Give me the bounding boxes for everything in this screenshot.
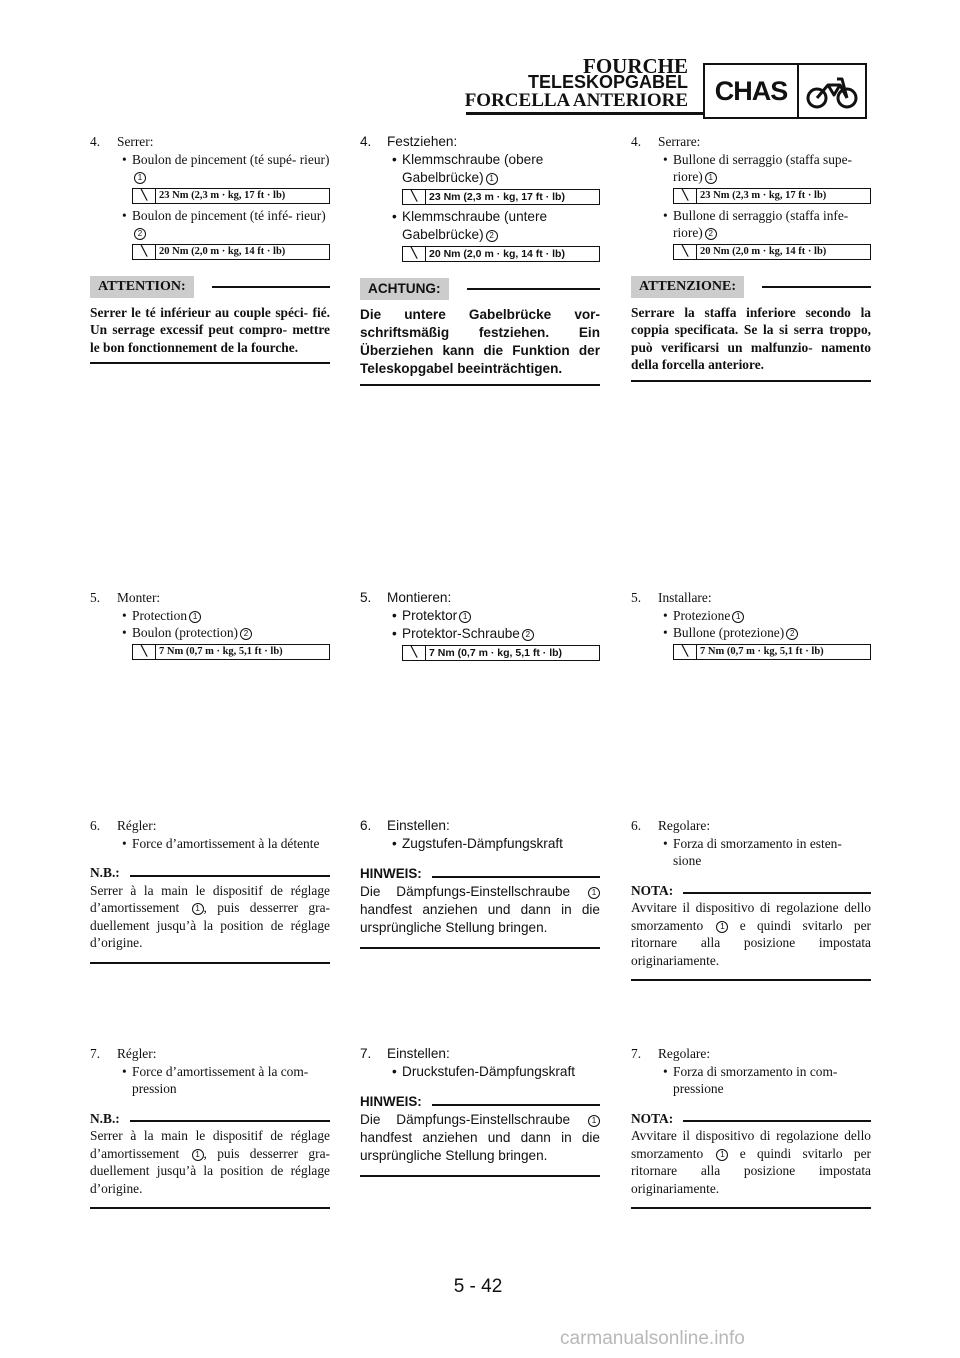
item-text: Protektor xyxy=(402,608,458,623)
note-text: Die Dämpfungs-Einstellschraube 1 handfest anziehen und dann in die ursprüngliche Stellung bringen. xyxy=(360,883,600,949)
torque-box xyxy=(132,244,330,260)
torque-value: 20 Nm (2,0 m · kg, 14 ft · lb) xyxy=(700,245,827,257)
torque-wrench-icon: ╲ xyxy=(674,189,697,203)
step-number: 6. xyxy=(631,818,642,833)
callout-number: 2 xyxy=(486,230,498,242)
note-label: HINWEIS: xyxy=(360,1094,422,1109)
step-number: 6. xyxy=(360,818,372,833)
callout-number: 1 xyxy=(192,1149,204,1161)
torque-wrench-icon: ╲ xyxy=(403,190,426,204)
torque-wrench-icon: ╲ xyxy=(133,645,156,659)
torque-box xyxy=(402,189,600,205)
column-french-step7: 7. Régler: • Force d’amortissement à la com- pression N.B.: Serrer à la main le dispositif de réglage d’amortissement 1 , puis desserrer gra- duellement jusqu’à la position de réglage d’origine. xyxy=(90,1045,330,1209)
callout-number: 2 xyxy=(786,628,798,640)
step-title: Monter: xyxy=(117,590,161,605)
step-number: 7. xyxy=(90,1046,101,1061)
motorcycle-icon xyxy=(799,65,865,117)
step-title: Festziehen: xyxy=(387,134,458,149)
column-italian-step5: 5. Installare: • Protezione 1 • Bullone (protezione) 2 ╲ 7 Nm (0,7 m · kg, 5,1 ft · lb) xyxy=(631,589,871,663)
torque-wrench-icon: ╲ xyxy=(133,189,156,203)
step-number: 5. xyxy=(631,590,642,605)
column-italian: 4. Serrare: • Bullone di serraggio (staffa supe- riore) 1 ╲ 23 Nm (2,3 m · kg, 17 ft · lb) • Bullone di serraggio (staffa infe- riore) 2 ╲ 20 Nm (2,0 m · kg, 14 ft · lb) ATTENZIONE: Serrare la staffa inferiore secondo la coppia specificata. Se la si serra troppo, può verificarsi un malfunzio- namento della forcella anteriore. xyxy=(631,133,871,382)
step-number: 6. xyxy=(90,818,101,833)
torque-value: 20 Nm (2,0 m · kg, 14 ft · lb) xyxy=(429,248,565,260)
column-italian-step6: 6. Regolare: • Forza di smorzamento in esten- sione NOTA: Avvitare il dispositivo di regolazione dello smorzamento 1 e quindi svitarlo per ritornare alla posizione impostata originariamente. xyxy=(631,817,871,981)
note-text: Avvitare il dispositivo di regolazione dello smorzamento 1 e quindi svitarlo per ritornare alla posizione impostata originariamente. xyxy=(631,899,871,981)
column-german-step7: 7. Einstellen: • Druckstufen-Dämpfungskraft HINWEIS: Die Dämpfungs-Einstellschraube 1 handfest anziehen und dann in die ursprüngliche Stellung bringen. xyxy=(360,1045,600,1177)
step-number: 5. xyxy=(90,590,101,605)
item-text: Boulon de pincement (té supé- rieur) xyxy=(132,151,330,167)
note-text: Serrer à la main le dispositif de réglage d’amortissement 1 , puis desserrer gra- duellement jusqu’à la position de réglage d’origine. xyxy=(90,882,330,964)
note-text: Avvitare il dispositivo di regolazione dello smorzamento 1 e quindi svitarlo per ritornare alla posizione impostata originariamente. xyxy=(631,1127,871,1209)
callout-number: 1 xyxy=(716,921,728,933)
item-text: Zugstufen-Dämpfungskraft xyxy=(402,836,563,851)
column-german-step6: 6. Einstellen: • Zugstufen-Dämpfungskraft HINWEIS: Die Dämpfungs-Einstellschraube 1 handfest anziehen und dann in die ursprüngliche Stellung bringen. xyxy=(360,817,600,949)
step-number: 7. xyxy=(360,1046,372,1061)
callout-number: 1 xyxy=(459,611,471,623)
item-text: Bullone (protezione) xyxy=(673,625,785,640)
note-label: N.B.: xyxy=(90,865,120,880)
step-number: 4. xyxy=(360,134,372,149)
note-label: NOTA: xyxy=(631,1110,674,1126)
item-text: Bullone di serraggio (staffa supe- riore) xyxy=(673,151,852,184)
column-french-step5: 5. Monter: • Protection 1 • Boulon (protection) 2 ╲ 7 Nm (0,7 m · kg, 5,1 ft · lb) xyxy=(90,589,330,663)
page-number: 5 - 42 xyxy=(453,1276,503,1297)
caution-label: ATTENTION: xyxy=(90,276,194,298)
torque-value: 7 Nm (0,7 m · kg, 5,1 ft · lb) xyxy=(429,647,563,659)
torque-wrench-icon: ╲ xyxy=(133,245,156,259)
note-text: Serrer à la main le dispositif de réglage d’amortissement 1 , puis desserrer gra- duellement jusqu’à la position de réglage d’origine. xyxy=(90,1127,330,1209)
callout-number: 1 xyxy=(189,611,201,623)
callout-number: 1 xyxy=(588,887,600,899)
step-title: Regolare: xyxy=(658,1046,711,1061)
column-german-step5: 5. Montieren: • Protektor 1 • Protektor-Schraube 2 ╲ 7 Nm (0,7 m · kg, 5,1 ft · lb) xyxy=(360,589,600,664)
torque-wrench-icon: ╲ xyxy=(403,646,426,660)
header-title-de: TELESKOPGABEL xyxy=(527,72,688,92)
step-number: 7. xyxy=(631,1046,642,1061)
section-badge xyxy=(703,63,867,119)
item-text: Klemmschraube (obere Gabelbrücke) xyxy=(402,152,544,185)
item-text: Boulon (protection) xyxy=(132,625,238,640)
header-title-fr: FOURCHE xyxy=(583,54,688,78)
watermark-link[interactable]: carmanualsonline.info xyxy=(560,1328,745,1349)
step-number: 4. xyxy=(631,134,642,149)
callout-number: 1 xyxy=(588,1115,600,1127)
callout-number: 2 xyxy=(705,228,717,240)
torque-value: 7 Nm (0,7 m · kg, 5,1 ft · lb) xyxy=(700,645,824,657)
torque-box xyxy=(132,644,330,660)
caution-label: ATTENZIONE: xyxy=(631,276,744,298)
torque-wrench-icon: ╲ xyxy=(674,645,697,659)
torque-value: 7 Nm (0,7 m · kg, 5,1 ft · lb) xyxy=(159,645,283,657)
step-title: Serrer: xyxy=(117,134,154,149)
item-text: Protezione xyxy=(673,607,731,623)
torque-value: 23 Nm (2,3 m · kg, 17 ft · lb) xyxy=(159,189,286,201)
item-text: Klemmschraube (untere Gabelbrücke) xyxy=(402,209,548,242)
step-number: 5. xyxy=(360,590,372,605)
column-german: 4. Festziehen: • Klemmschraube (obere Gabelbrücke) 1 ╲ 23 Nm (2,3 m · kg, 17 ft · lb) • Klemmschraube (untere Gabelbrücke) 2 ╲ 20 Nm (2,0 m · kg, 14 ft · lb) ACHTUNG: Die untere Gabelbrücke vor- schriftsmäßig festziehen. Ein Überziehen kann die Funktion der Teleskopgabel beeinträchtigen. xyxy=(360,133,600,386)
step-title: Regolare: xyxy=(658,818,711,833)
torque-box xyxy=(673,188,871,204)
torque-wrench-icon: ╲ xyxy=(674,245,697,259)
caution-text: Serrer le té inférieur au couple spéci- fié. Un serrage excessif peut compro- mettre le bon fonctionnement de la fourche. xyxy=(90,304,330,365)
callout-number: 1 xyxy=(732,611,744,623)
torque-box xyxy=(132,188,330,204)
torque-box xyxy=(673,644,871,660)
step-number: 4. xyxy=(90,134,101,149)
item-text: Protektor-Schraube xyxy=(402,626,520,641)
column-french-step6: 6. Régler: • Force d’amortissement à la détente N.B.: Serrer à la main le dispositif de réglage d’amortissement 1 , puis desserrer gra- duellement jusqu’à la position de réglage d’origine. xyxy=(90,817,330,964)
step-title: Régler: xyxy=(117,818,157,833)
header-title-it: FORCELLA ANTERIORE xyxy=(464,90,688,111)
caution-text: Serrare la staffa inferiore secondo la coppia specificata. Se la si serra troppo, può verificarsi un malfunzio- namento della forcella anteriore. xyxy=(631,304,871,382)
note-text: Die Dämpfungs-Einstellschraube 1 handfest anziehen und dann in die ursprüngliche Stellung bringen. xyxy=(360,1111,600,1177)
item-text: Protection xyxy=(132,607,188,623)
torque-box xyxy=(673,244,871,260)
section-badge-label: CHAS xyxy=(705,65,799,117)
column-italian-step7: 7. Regolare: • Forza di smorzamento in com- pressione NOTA: Avvitare il dispositivo di regolazione dello smorzamento 1 e quindi svitarlo per ritornare alla posizione impostata originariamente. xyxy=(631,1045,871,1209)
callout-number: 1 xyxy=(716,1149,728,1161)
torque-value: 20 Nm (2,0 m · kg, 14 ft · lb) xyxy=(159,245,286,257)
caution-label: ACHTUNG: xyxy=(360,278,449,300)
step-title: Serrare: xyxy=(658,134,701,149)
callout-number: 1 xyxy=(705,172,717,184)
step-title: Montieren: xyxy=(387,590,452,605)
item-text: Force d’amortissement à la com- pression xyxy=(132,1063,309,1096)
torque-value: 23 Nm (2,3 m · kg, 17 ft · lb) xyxy=(429,191,565,203)
step-title: Einstellen: xyxy=(387,818,450,833)
step-title: Régler: xyxy=(117,1046,157,1061)
note-label: NOTA: xyxy=(631,882,674,898)
column-french: 4. Serrer: • Boulon de pincement (té supé- rieur)1 ╲ 23 Nm (2,3 m · kg, 17 ft · lb) • Boulon de pincement (té infé- rieur)2 ╲ 20 Nm (2,0 m · kg, 14 ft · lb) ATTENTION: Serrer le té inférieur au couple spéci- fié. Un serrage excessif peut compro- mettre le bon fonctionnement de la fourche. xyxy=(90,133,330,364)
callout-number: 2 xyxy=(134,228,146,240)
item-text: Druckstufen-Dämpfungskraft xyxy=(402,1064,576,1079)
item-text: Force d’amortissement à la détente xyxy=(132,835,320,851)
caution-text: Die untere Gabelbrücke vor- schriftsmäßig festziehen. Ein Überziehen kann die Funktion der Teleskopgabel beeinträchtigen. xyxy=(360,306,600,386)
step-title: Installare: xyxy=(658,590,712,605)
torque-box xyxy=(402,246,600,262)
callout-number: 1 xyxy=(486,173,498,185)
note-label: HINWEIS: xyxy=(360,866,422,881)
item-text: Forza di smorzamento in esten- sione xyxy=(673,835,842,868)
item-text: Boulon de pincement (té infé- rieur) xyxy=(132,207,326,223)
item-text: Bullone di serraggio (staffa infe- riore) xyxy=(673,207,849,240)
callout-number: 1 xyxy=(134,172,146,184)
item-text: Forza di smorzamento in com- pressione xyxy=(673,1063,838,1096)
callout-number: 2 xyxy=(240,628,252,640)
torque-box xyxy=(402,645,600,661)
note-label: N.B.: xyxy=(90,1110,120,1126)
torque-value: 23 Nm (2,3 m · kg, 17 ft · lb) xyxy=(700,189,827,201)
header-rule xyxy=(466,112,703,115)
callout-number: 2 xyxy=(522,629,534,641)
callout-number: 1 xyxy=(192,903,204,915)
torque-wrench-icon: ╲ xyxy=(403,247,426,261)
step-title: Einstellen: xyxy=(387,1046,450,1061)
